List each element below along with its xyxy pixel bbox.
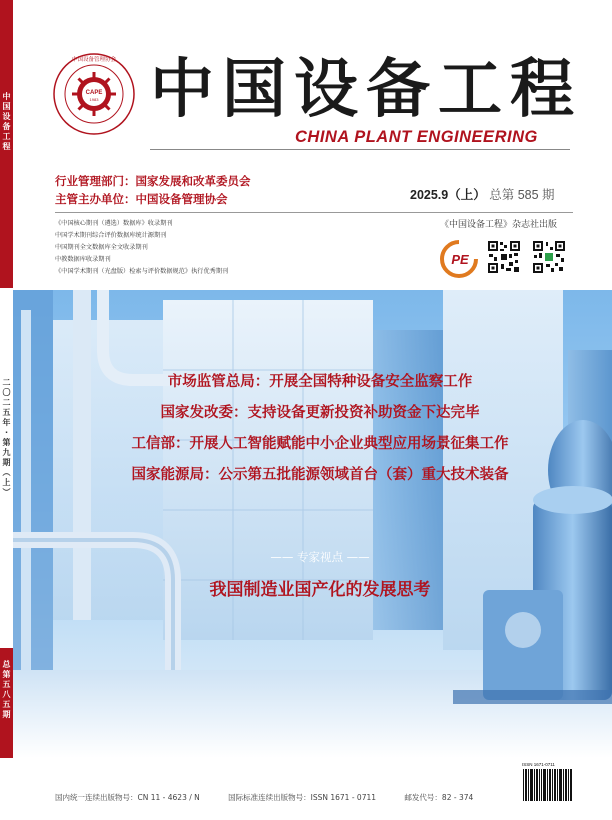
- qr-code-icon: [532, 240, 566, 274]
- pe-logo: [440, 240, 478, 278]
- headline: 市场监管总局：开展全国特种设备安全监察工作: [167, 374, 473, 390]
- index-item: 中国期刊全文数据库全文收录期刊: [55, 244, 148, 251]
- issue-date: 2025.9（上）: [410, 188, 486, 202]
- index-item: 《中国学术期刊（光盘版）检索与评价数据规范》执行优秀期刊: [55, 268, 229, 275]
- svg-text:ISSN 1671-0711: ISSN 1671-0711: [522, 762, 555, 767]
- org-supervisor: 行业管理部门：国家发展和改革委员会: [55, 174, 251, 188]
- header-divider: [55, 212, 573, 213]
- index-item: 《中国核心期刊（遴选）数据库》收录期刊: [55, 220, 173, 227]
- qr-code-icon: [487, 240, 521, 274]
- spine-issue-total: 总 第 五 八 五 期: [2, 660, 11, 719]
- footer-info: [55, 792, 499, 803]
- svg-text:1983: 1983: [89, 97, 99, 102]
- spine-issue-year: 二 〇 二 五 年 · 第 九 期 ︵ 上 ︶: [2, 378, 11, 497]
- feature-title: 我国制造业国产化的发展思考: [209, 580, 431, 600]
- footer-cn-number: 国内统一连续出版物号：CN 11 - 4623 / N: [55, 793, 200, 802]
- magazine-title-en: CHINA PLANT ENGINEERING: [295, 128, 538, 146]
- svg-text:CAPE: CAPE: [85, 90, 103, 96]
- org-sponsor: 主管主办单位：中国设备管理协会: [55, 192, 228, 206]
- cape-logo: [52, 52, 136, 136]
- headline: 工信部：开展人工智能赋能中小企业典型应用场景征集工作: [131, 436, 509, 452]
- feature-section-label: —— 专家视点 ——: [270, 550, 370, 564]
- index-list: [55, 218, 228, 278]
- cover-illustration: [13, 290, 612, 758]
- issue-total: 总第 585 期: [489, 188, 555, 202]
- svg-text:PE: PE: [451, 252, 469, 267]
- footer-postal-code: 邮发代号：82 - 374: [404, 793, 474, 802]
- title-divider: [150, 149, 570, 150]
- index-item: 中国学术期刊综合评价数据库统计源期刊: [55, 232, 167, 239]
- headline: 国家能源局：公示第五批能源领域首台（套）重大技术装备: [131, 467, 509, 483]
- magazine-title-cn: 中国设备工程: [150, 52, 582, 127]
- svg-text:中国设备管理协会: 中国设备管理协会: [71, 57, 117, 63]
- spine-title: 中 国 设 备 工 程: [2, 92, 11, 151]
- footer-issn: 国际标准连续出版物号：ISSN 1671 - 0711: [228, 793, 377, 802]
- barcode: [520, 760, 575, 810]
- publisher: 《中国设备工程》杂志社出版: [440, 220, 558, 230]
- headline: 国家发改委：支持设备更新投资补助资金下达完毕: [160, 405, 480, 421]
- issue-info: [410, 185, 555, 203]
- index-item: 中教数据库收录期刊: [55, 256, 111, 263]
